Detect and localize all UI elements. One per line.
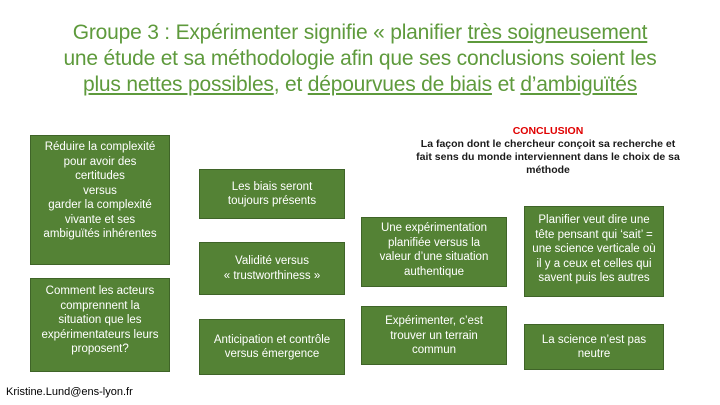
- box-anticipation-text: Anticipation et contrôle versus émergence: [213, 333, 331, 360]
- conclusion-body: La façon dont le chercheur conçoit sa recherche et fait sens du monde interviennent dans le choix de sa méthode: [416, 138, 680, 176]
- title-line-2: une étude et sa méthodologie afin que ses conclusions soient les: [63, 47, 657, 70]
- box-complexity-text: Réduire la complexité pour avoir des certitudes versus garder la complexité vivante et ses ambiguïtés inhérentes: [43, 141, 157, 240]
- box-science-not-neutral: [524, 324, 664, 370]
- title-underlined-depourvues: dépourvues de biais: [307, 73, 492, 96]
- title-line-1: [10, 20, 710, 46]
- box-vertical-science-text: Planifier veut dire une tête pensant qui ‘sait’ = une science verticale où il y a ceux et celles qui savent puis les autres: [532, 214, 656, 284]
- box-complexity: [30, 135, 170, 265]
- author-email: Kristine.Lund@ens-lyon.fr: [6, 386, 133, 398]
- box-biases: [199, 169, 345, 219]
- box-planned-experiment-text: Une expérimentation planifiée versus la valeur d’une situation authentique: [379, 222, 489, 278]
- box-biases-text: Les biais seront toujours présents: [227, 180, 317, 207]
- title-separator-1: , et: [273, 73, 308, 96]
- box-validity: [199, 242, 345, 295]
- box-vertical-science: [524, 206, 664, 297]
- conclusion-heading: CONCLUSION: [512, 125, 584, 137]
- title-underlined-ambiguites: d’ambiguïtés: [520, 73, 637, 96]
- box-actors: [30, 278, 170, 372]
- box-common-ground-text: Expérimenter, c’est trouver un terrain commun: [385, 315, 483, 356]
- title-line-1-prefix: Groupe 3 : Expérimenter signifie « planifier: [72, 21, 468, 44]
- box-actors-text: Comment les acteurs comprennent la situation que les expérimentateurs leurs proposent?: [41, 285, 159, 355]
- title-underlined-tres-soigneusement: très soigneusement: [467, 21, 648, 44]
- box-common-ground: [361, 306, 507, 365]
- slide-title: [10, 20, 710, 98]
- title-underlined-plus-nettes: plus nettes possibles: [82, 73, 274, 96]
- title-separator-2: et: [491, 73, 521, 96]
- title-line-3: [10, 72, 710, 98]
- box-validity-text: Validité versus « trustworthiness »: [223, 255, 321, 282]
- box-science-not-neutral-text: La science n’est pas neutre: [541, 333, 647, 360]
- box-planned-experiment: [361, 217, 507, 287]
- box-anticipation: [199, 319, 345, 375]
- conclusion-block: [398, 125, 698, 177]
